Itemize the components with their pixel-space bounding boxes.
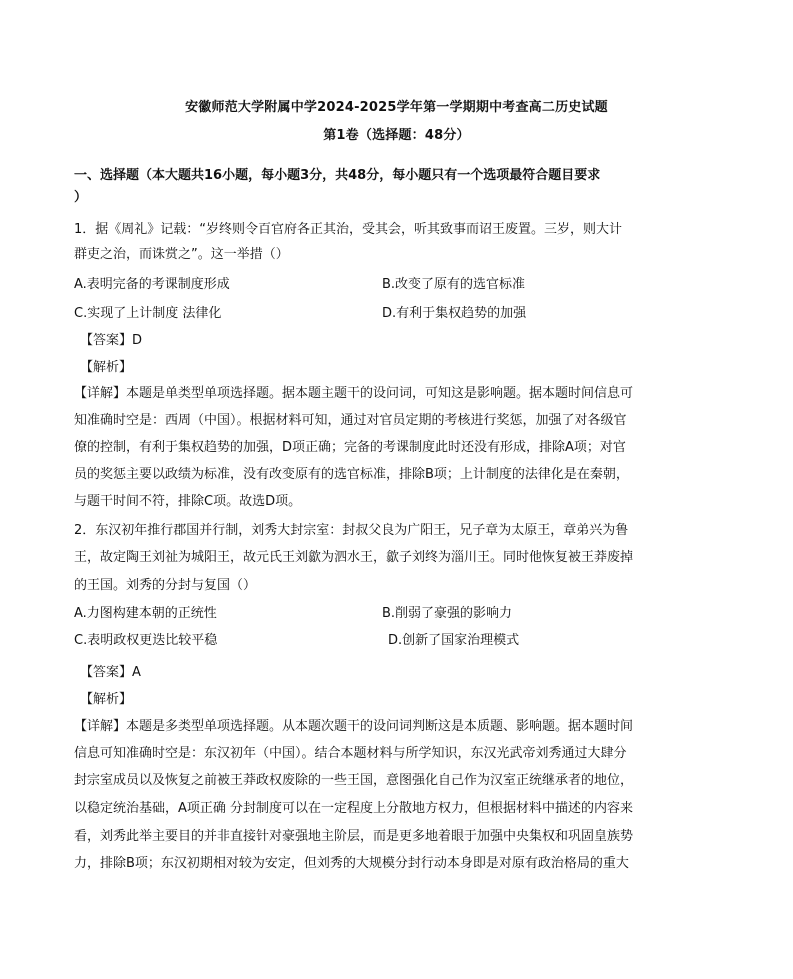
q2-option-d: D.创新了国家治理模式 xyxy=(388,633,520,648)
q1-option-c: C.实现了上计制度 法律化 xyxy=(74,306,222,321)
q2-analysis-label: 【解析】 xyxy=(80,692,133,707)
q2-detail-line: 看，刘秀此举主要目的并非直接针对豪强地主阶层，而是更多地着眼于加强中央集权和巩固皇族势 xyxy=(74,829,634,844)
q2-stem-line: 2．东汉初年推行郡国并行制，刘秀大封宗室：封叔父良为广阳王，兄子章为太原王，章弟兴为鲁 xyxy=(74,523,629,538)
q1-stem-line: 群吏之治，而诛赏之”。这一举措（） xyxy=(74,247,289,262)
q1-analysis-label: 【解析】 xyxy=(80,360,133,375)
exam-title: 安徽师范大学附属中学2024-2025学年第一学期期中考查高二历史试题 xyxy=(185,100,608,115)
q1-answer: 【答案】D xyxy=(80,333,143,348)
q1-detail-line: 与题干时间不符，排除C项。故选D项。 xyxy=(74,494,302,509)
section-heading-tail: ） xyxy=(74,190,88,205)
q2-detail-line: 信息可知准确时空是：东汉初年（中国）。结合本题材料与所学知识，东汉光武帝刘秀通过大肆分 xyxy=(74,746,627,761)
q1-option-b: B.改变了原有的选官标准 xyxy=(382,277,526,292)
q1-option-d: D.有利于集权趋势的加强 xyxy=(382,306,527,321)
q1-detail-line: 员的奖惩主要以政绩为标准，没有改变原有的选官标准，排除B项；上计制度的法律化是在秦朝， xyxy=(74,467,629,482)
q2-option-c: C.表明政权更迭比较平稳 xyxy=(74,633,218,648)
q2-answer: 【答案】A xyxy=(80,665,141,680)
q2-detail-line: 力，排除B项；东汉初期相对较为安定，但刘秀的大规模分封行动本身即是对原有政治格局的重大 xyxy=(74,856,629,871)
q2-option-b: B.削弱了豪强的影响力 xyxy=(382,606,513,621)
q1-stem-line: 1．据《周礼》记载：“岁终则令百官府各正其治，受其会，听其致事而诏王废置。三岁，则大计 xyxy=(74,222,623,237)
q1-option-a: A.表明完备的考课制度形成 xyxy=(74,277,230,292)
q2-detail-line: 以稳定统治基础，A项正确 分封制度可以在一定程度上分散地方权力，但根据材料中描述的内容来 xyxy=(74,801,634,816)
section-heading: 一、选择题（本大题共16小题，每小题3分，共48分，每小题只有一个选项最符合题目要求 xyxy=(74,168,601,183)
q1-detail-line: 知准确时空是：西周（中国）。根据材料可知，通过对官员定期的考核进行奖惩，加强了对各级官 xyxy=(74,413,627,428)
q1-detail-line: 【详解】本题是单类型单项选择题。据本题主题干的设问词，可知这是影响题。据本题时间信息可 xyxy=(74,386,634,401)
volume-title: 第1卷（选择题：48分） xyxy=(323,128,470,143)
q2-detail-line: 封宗室成员以及恢复之前被王莽政权废除的一些王国，意图强化自己作为汉室正统继承者的地位， xyxy=(74,773,634,788)
q2-detail-line: 【详解】本题是多类型单项选择题。从本题次题干的设问词判断这是本质题、影响题。据本题时间 xyxy=(74,719,634,734)
q2-stem-line: 的王国。刘秀的分封与复国（） xyxy=(74,578,257,593)
q1-detail-line: 僚的控制，有利于集权趋势的加强，D项正确；完备的考课制度此时还没有形成，排除A项；对官 xyxy=(74,440,626,455)
q2-option-a: A.力图构建本朝的正统性 xyxy=(74,606,217,621)
q2-stem-line: 王，故定陶王刘祉为城阳王，故元氏王刘歙为泗水王，歙子刘终为淄川王。同时他恢复被王莽废掉 xyxy=(74,550,634,565)
